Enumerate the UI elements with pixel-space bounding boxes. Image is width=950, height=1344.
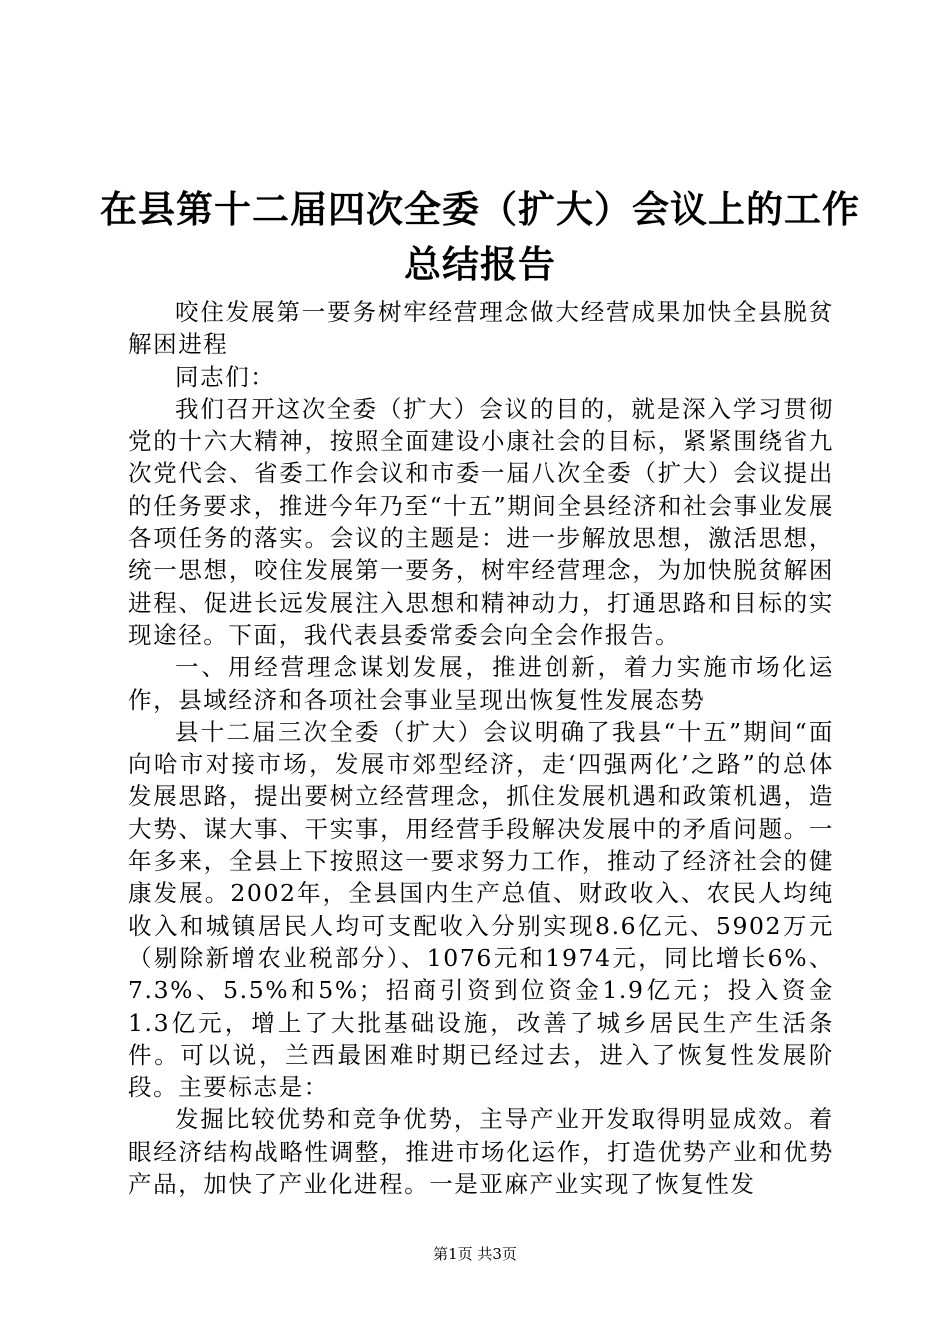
section-heading-paragraph: 一、用经营理念谋划发展，推进创新，着力实施市场化运作，县域经济和各项社会事业呈现出恢复性发展态势 <box>128 653 834 714</box>
body-paragraph: 县十二届三次全委（扩大）会议明确了我县“十五”期间“面向哈市对接市场，发展市郊型经济，走‘四强两化’之路”的总体发展思路，提出要树立经营理念，抓住发展机遇和政策机遇，造大势、谋大事、干实事，用经营手段解决发展中的矛盾问题。一年多来，全县上下按照这一要求努力工作，推动了经济社会的健康发展。2002年，全县国内生产总值、财政收入、农民人均纯收入和城镇居民人均可支配收入分别实现8.6亿元、5902万元（剔除新增农业税部分）、1076元和1974元，同比增长6%、7.3%、5.5%和5%；招商引资到位资金1.9亿元；投入资金1.3亿元，增上了大批基础设施，改善了城乡居民生产生活条件。可以说，兰西最困难时期已经过去，进入了恢复性发展阶段。主要标志是： <box>128 717 834 1102</box>
salutation-paragraph: 同志们： <box>175 362 276 391</box>
subtitle-paragraph: 咬住发展第一要务树牢经营理念做大经营成果加快全县脱贫解困进程 <box>128 298 834 359</box>
document-title-line-2: 总结报告 <box>404 243 556 286</box>
document-title-line-1: 在县第十二届四次全委（扩大）会议上的工作 <box>100 188 860 231</box>
body-paragraph: 我们召开这次全委（扩大）会议的目的，就是深入学习贯彻党的十六大精神，按照全面建设小康社会的目标，紧紧围绕省九次党代会、省委工作会议和市委一届八次全委（扩大）会议提出的任务要求，推进今年乃至“十五”期间全县经济和社会事业发展各项任务的落实。会议的主题是：进一步解放思想，激活思想，统一思想，咬住发展第一要务，树牢经营理念，为加快脱贫解困进程、促进长远发展注入思想和精神动力，打通思路和目标的实现途径。下面，我代表县委常委会向全会作报告。 <box>128 394 834 649</box>
body-paragraph: 发掘比较优势和竞争优势，主导产业开发取得明显成效。着眼经济结构战略性调整，推进市场化运作，打造优势产业和优势产品，加快了产业化进程。一是亚麻产业实现了恢复性发 <box>128 1105 834 1199</box>
page-footer: 第1页 共3页 <box>433 1245 517 1263</box>
document-body <box>128 296 834 1200</box>
